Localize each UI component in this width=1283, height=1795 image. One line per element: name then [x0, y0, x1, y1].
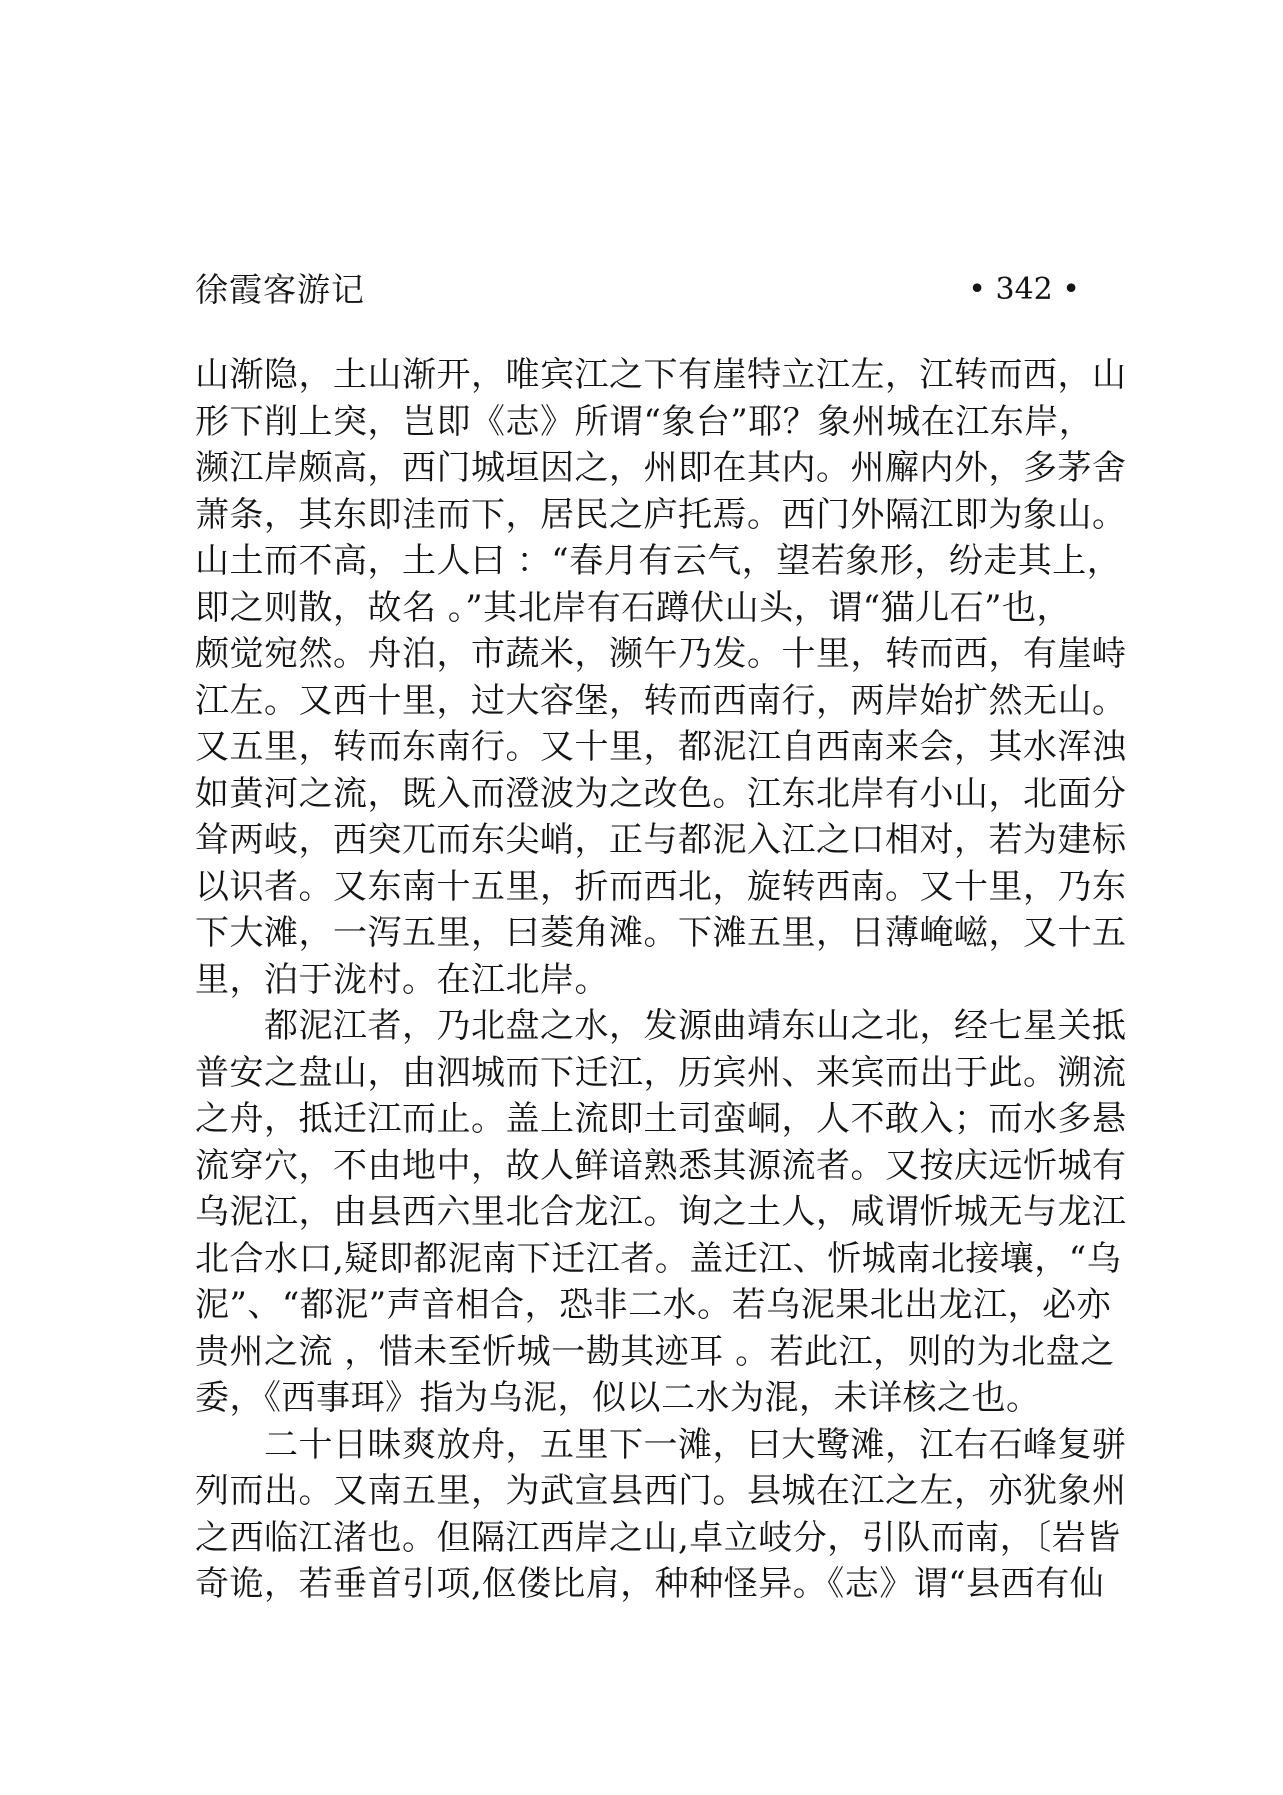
text-line: 山渐隐，土山渐开，唯宾江之下有崖特立江左，江转而西，山 [195, 355, 1127, 395]
text-line: 都泥江者，乃北盘之水，发源曲靖东山之北，经七星关抵 [195, 1006, 1127, 1046]
text-line: 乌泥江，由县西六里北合龙江。询之土人，咸谓忻城无与龙江 [195, 1192, 1127, 1232]
text-line: 北合水口,疑即都泥南下迁江者。盖迁江、忻城南北接壤，“乌 [195, 1238, 1122, 1279]
text-line: 二十日昧爽放舟，五里下一滩，曰大鹭滩，江右石峰复骈 [195, 1424, 1127, 1465]
text-line: 列而出。又南五里，为武宣县西门。县城在江之左，亦犹象州 [195, 1471, 1127, 1511]
text-line: 即之则散，故名 。”其北岸有石蹲伏山头，谓“猫儿石”也， [195, 587, 1071, 628]
text-line: 里，泊于泷村。在江北岸。 [195, 959, 609, 1000]
text-line: 又五里，转而东南行。又十里，都泥江自西南来会，其水浑浊 [195, 727, 1127, 767]
book-title: 徐霞客游记 [195, 270, 365, 309]
text-line: 山土而不高，土人曰 ：“春月有云气，望若象形，纷走其上， [195, 541, 1122, 581]
text-line: 贵州之流 ，惜未至忻城一勘其迹耳 。若此江，则的为北盘之 [195, 1331, 1115, 1372]
text-line: 下大滩，一泻五里，曰菱角滩。下滩五里，日薄崦嵫，又十五 [195, 913, 1127, 953]
page-number: • 342 • [968, 272, 1080, 307]
running-header [195, 265, 1080, 315]
text-line: 之西临江渚也。但隔江西岸之山,卓立岐分，引队而南，〔岩皆 [195, 1517, 1121, 1558]
text-line: 委，《西事珥》指为乌泥，似以二水为混，未详核之也。 [195, 1378, 1041, 1418]
text-line: 以识者。又东南十五里，折而西北，旋转西南。又十里，乃东 [195, 866, 1127, 907]
text-line: 颇觉宛然。舟泊，市蔬米，濒午乃发。十里，转而西，有崖峙 [195, 634, 1127, 674]
text-line: 之舟，抵迁江而止。盖上流即土司蛮峒，人不敢入；而水多悬 [195, 1099, 1127, 1139]
text-line: 奇诡，若垂首引项,伛偻比肩，种种怪异。《志》谓“县西有仙 [195, 1564, 1105, 1604]
text-line: 江左。又西十里，过大容堡，转而西南行，两岸始扩然无山。 [195, 680, 1127, 721]
text-line: 耸两岐，西突兀而东尖峭，正与都泥入江之口相对，若为建标 [195, 820, 1127, 860]
text-line: 普安之盘山，由泗城而下迁江，历宾州、来宾而出于此。溯流 [195, 1052, 1127, 1093]
text-line: 形下削上突，岂即《志》所谓“象台”耶？象州城在江东岸， [195, 401, 1094, 442]
body-text [195, 352, 1127, 1608]
text-line: 萧条，其东即洼而下，居民之庐托焉。西门外隔江即为象山。 [195, 494, 1127, 535]
text-line: 濒江岸颇高，西门城垣因之，州即在其内。州廨内外，多茅舍 [195, 448, 1127, 488]
text-line: 如黄河之流，既入而澄波为之改色。江东北岸有小山，北面分 [195, 773, 1127, 814]
text-line: 泥”、“都泥”声音相合，恐非二水。若乌泥果北出龙江，必亦 [195, 1285, 1112, 1325]
text-line: 流穿穴，不由地中，故人鲜谙熟悉其源流者。又按庆远忻城有 [195, 1145, 1127, 1186]
